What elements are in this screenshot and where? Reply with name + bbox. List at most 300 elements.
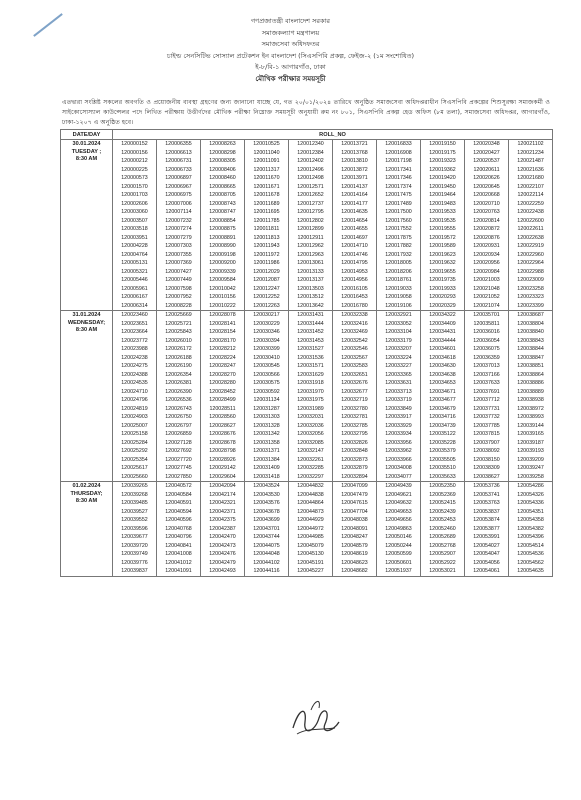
roll-cell: 120026190 bbox=[157, 362, 201, 371]
roll-cell: 120026381 bbox=[157, 379, 201, 388]
table-row bbox=[61, 362, 553, 371]
roll-cell: 120026172 bbox=[157, 345, 201, 354]
roll-cell: 120012087 bbox=[245, 276, 289, 285]
roll-cell: 120043576 bbox=[245, 499, 289, 508]
table-row bbox=[61, 149, 553, 158]
roll-cell: 120032781 bbox=[333, 413, 377, 422]
header-department: সমাজসেবা অধিদফতর bbox=[261, 40, 320, 48]
roll-cell: 120033224 bbox=[377, 354, 421, 363]
roll-cell: 120042493 bbox=[201, 567, 245, 576]
roll-cell: 120024796 bbox=[113, 396, 157, 405]
roll-cell: 120017341 bbox=[377, 166, 421, 175]
roll-cell: 120004228 bbox=[113, 242, 157, 251]
roll-cell: 120033719 bbox=[377, 396, 421, 405]
roll-cell: 120007232 bbox=[157, 217, 201, 226]
roll-cell: 120011671 bbox=[245, 183, 289, 192]
roll-cell: 120012498 bbox=[289, 174, 333, 183]
roll-cell: 120044838 bbox=[289, 491, 333, 500]
roll-cell: 120008705 bbox=[201, 191, 245, 200]
roll-cell: 120028676 bbox=[201, 430, 245, 439]
roll-cell: 120034444 bbox=[421, 337, 465, 346]
roll-cell: 120025284 bbox=[113, 439, 157, 448]
roll-cell: 120035510 bbox=[421, 464, 465, 473]
roll-cell: 120009339 bbox=[201, 268, 245, 277]
roll-cell: 120016833 bbox=[377, 140, 421, 149]
roll-cell: 120035701 bbox=[465, 311, 509, 320]
roll-cell: 120007449 bbox=[157, 276, 201, 285]
roll-cell: 120012252 bbox=[245, 293, 289, 302]
table-row bbox=[61, 174, 553, 183]
date-date: 31.01.2024 bbox=[72, 312, 101, 318]
roll-cell: 120013133 bbox=[289, 268, 333, 277]
table-row bbox=[61, 251, 553, 260]
roll-cell: 120033929 bbox=[377, 422, 421, 431]
roll-cell: 120028511 bbox=[201, 405, 245, 414]
roll-cell: 120043678 bbox=[245, 508, 289, 517]
roll-cell: 120025669 bbox=[157, 311, 201, 320]
roll-cell: 120014655 bbox=[333, 225, 377, 234]
roll-cell: 120021636 bbox=[509, 166, 553, 175]
roll-cell: 120045191 bbox=[289, 559, 333, 568]
roll-cell: 120033052 bbox=[377, 320, 421, 329]
roll-cell: 120019572 bbox=[421, 234, 465, 243]
roll-cell: 120028499 bbox=[201, 396, 245, 405]
roll-cell: 120028798 bbox=[201, 447, 245, 456]
roll-cell: 120023323 bbox=[509, 293, 553, 302]
roll-cell: 120031527 bbox=[289, 345, 333, 354]
roll-cell: 120023988 bbox=[113, 345, 157, 354]
roll-cell: 120033365 bbox=[377, 371, 421, 380]
roll-cell: 120031371 bbox=[245, 447, 289, 456]
table-row bbox=[61, 405, 553, 414]
roll-cell: 120025660 bbox=[113, 473, 157, 482]
roll-cell: 120043699 bbox=[245, 516, 289, 525]
table-row bbox=[61, 320, 553, 329]
roll-cell: 120019175 bbox=[421, 149, 465, 158]
roll-cell: 120011689 bbox=[245, 200, 289, 209]
roll-cell: 120033713 bbox=[377, 388, 421, 397]
roll-cell: 120017346 bbox=[377, 174, 421, 183]
roll-cell: 120006897 bbox=[157, 174, 201, 183]
table-row bbox=[61, 166, 553, 175]
roll-cell: 120020934 bbox=[465, 251, 509, 260]
table-row bbox=[61, 191, 553, 200]
roll-cell: 120038627 bbox=[465, 473, 509, 482]
roll-cell: 120026390 bbox=[157, 388, 201, 397]
roll-cell: 120052369 bbox=[421, 491, 465, 500]
table-row bbox=[61, 396, 553, 405]
roll-cell: 120031431 bbox=[289, 311, 333, 320]
document-header bbox=[0, 16, 581, 85]
roll-cell: 120050146 bbox=[377, 533, 421, 542]
roll-cell: 120011678 bbox=[245, 191, 289, 200]
roll-cell: 120031918 bbox=[289, 379, 333, 388]
roll-cell: 120012899 bbox=[289, 225, 333, 234]
roll-cell: 120028270 bbox=[201, 371, 245, 380]
roll-cell: 120017882 bbox=[377, 242, 421, 251]
table-row bbox=[61, 491, 553, 500]
roll-cell: 120028170 bbox=[201, 337, 245, 346]
roll-cell: 120013721 bbox=[333, 140, 377, 149]
roll-cell: 120031409 bbox=[245, 464, 289, 473]
roll-cell: 120030394 bbox=[245, 337, 289, 346]
roll-cell: 120006731 bbox=[157, 157, 201, 166]
roll-cell: 120012247 bbox=[245, 285, 289, 294]
table-row bbox=[61, 508, 553, 517]
roll-cell: 120020537 bbox=[465, 157, 509, 166]
roll-cell: 120008747 bbox=[201, 208, 245, 217]
roll-cell: 120020814 bbox=[465, 217, 509, 226]
roll-cell: 120039485 bbox=[113, 499, 157, 508]
roll-cell: 120013512 bbox=[289, 293, 333, 302]
roll-cell: 120049439 bbox=[377, 482, 421, 491]
roll-cell: 120049621 bbox=[377, 491, 421, 500]
roll-cell: 120039837 bbox=[113, 567, 157, 576]
roll-cell: 120022438 bbox=[509, 208, 553, 217]
roll-cell: 120011695 bbox=[245, 208, 289, 217]
roll-cell: 120044075 bbox=[245, 542, 289, 551]
roll-cell: 120028078 bbox=[201, 311, 245, 320]
table-row bbox=[61, 439, 553, 448]
roll-cell: 120035379 bbox=[421, 447, 465, 456]
roll-cell: 120019623 bbox=[421, 251, 465, 260]
roll-cell: 120006613 bbox=[157, 149, 201, 158]
roll-cell: 120011986 bbox=[245, 259, 289, 268]
roll-cell: 120035122 bbox=[421, 430, 465, 439]
roll-cell: 120034077 bbox=[377, 473, 421, 482]
roll-cell: 120028141 bbox=[201, 320, 245, 329]
roll-cell: 120000225 bbox=[113, 166, 157, 175]
roll-cell: 120024819 bbox=[113, 405, 157, 414]
roll-cell: 120017500 bbox=[377, 208, 421, 217]
roll-cell: 120003951 bbox=[113, 234, 157, 243]
roll-cell: 120014746 bbox=[333, 251, 377, 260]
roll-cell: 120013971 bbox=[333, 174, 377, 183]
roll-cell: 120044873 bbox=[289, 508, 333, 517]
roll-cell: 120039596 bbox=[113, 525, 157, 534]
roll-cell: 120028678 bbox=[201, 439, 245, 448]
roll-cell: 120048091 bbox=[333, 525, 377, 534]
roll-cell: 120031536 bbox=[289, 354, 333, 363]
date-date: 01.02.2024 bbox=[72, 483, 101, 489]
roll-cell: 120032677 bbox=[333, 388, 377, 397]
roll-cell: 120049632 bbox=[377, 499, 421, 508]
roll-cell: 120024535 bbox=[113, 379, 157, 388]
roll-cell: 120032056 bbox=[289, 430, 333, 439]
roll-cell: 120009198 bbox=[201, 251, 245, 260]
roll-cell: 120013137 bbox=[289, 276, 333, 285]
table-row bbox=[61, 302, 553, 311]
roll-cell: 120028154 bbox=[201, 328, 245, 337]
header-address: ই-৮/বি-১ আগারগাঁও, ঢাকা bbox=[255, 63, 326, 71]
roll-cell: 120039187 bbox=[509, 439, 553, 448]
table-row bbox=[61, 499, 553, 508]
roll-cell: 120012911 bbox=[289, 234, 333, 243]
roll-cell: 120008406 bbox=[201, 166, 245, 175]
roll-cell: 120028247 bbox=[201, 362, 245, 371]
roll-cell: 120054514 bbox=[509, 542, 553, 551]
table-row bbox=[61, 183, 553, 192]
roll-cell: 120050601 bbox=[377, 559, 421, 568]
roll-cell: 120019655 bbox=[421, 268, 465, 277]
roll-cell: 120038847 bbox=[509, 354, 553, 363]
roll-cell: 120038804 bbox=[509, 320, 553, 329]
roll-cell: 120028224 bbox=[201, 354, 245, 363]
roll-cell: 120022988 bbox=[509, 268, 553, 277]
roll-cell: 120044972 bbox=[289, 525, 333, 534]
roll-cell: 120017560 bbox=[377, 217, 421, 226]
date-time: 8:30 AM bbox=[75, 156, 98, 162]
roll-cell: 120031342 bbox=[245, 430, 289, 439]
roll-cell: 120022919 bbox=[509, 242, 553, 251]
roll-cell: 120016453 bbox=[333, 293, 377, 302]
roll-cell: 120048579 bbox=[333, 542, 377, 551]
roll-cell: 120011091 bbox=[245, 157, 289, 166]
roll-cell: 120026354 bbox=[157, 371, 201, 380]
roll-cell: 120000573 bbox=[113, 174, 157, 183]
date-time: 8:30 AM bbox=[75, 498, 98, 504]
roll-cell: 120019420 bbox=[421, 174, 465, 183]
roll-cell: 120039776 bbox=[113, 559, 157, 568]
roll-cell: 120042470 bbox=[201, 533, 245, 542]
roll-cell: 120006167 bbox=[113, 293, 157, 302]
roll-cell: 120042387 bbox=[201, 525, 245, 534]
roll-cell: 120019483 bbox=[421, 200, 465, 209]
roll-cell: 120028560 bbox=[201, 413, 245, 422]
roll-cell: 120027850 bbox=[157, 473, 201, 482]
roll-cell: 120031989 bbox=[289, 405, 333, 414]
roll-cell: 120054536 bbox=[509, 550, 553, 559]
roll-cell: 120052460 bbox=[421, 525, 465, 534]
roll-cell: 120054382 bbox=[509, 525, 553, 534]
roll-cell: 120020668 bbox=[465, 191, 509, 200]
roll-cell: 120052768 bbox=[421, 542, 465, 551]
roll-cell: 120034618 bbox=[421, 354, 465, 363]
roll-cell: 120048247 bbox=[333, 533, 377, 542]
roll-cell: 120023651 bbox=[113, 320, 157, 329]
roll-cell: 120025354 bbox=[113, 456, 157, 465]
roll-cell: 120032469 bbox=[333, 328, 377, 337]
roll-cell: 120032546 bbox=[333, 345, 377, 354]
roll-cell: 120032921 bbox=[377, 311, 421, 320]
roll-cell: 120030545 bbox=[245, 362, 289, 371]
roll-cell: 120011317 bbox=[245, 166, 289, 175]
roll-cell: 120020329 bbox=[421, 302, 465, 311]
roll-cell: 120053837 bbox=[465, 508, 509, 517]
roll-cell: 120044985 bbox=[289, 533, 333, 542]
table-row bbox=[61, 328, 553, 337]
roll-cell: 120039552 bbox=[113, 516, 157, 525]
roll-cell: 120019150 bbox=[421, 140, 465, 149]
roll-cell: 120039677 bbox=[113, 533, 157, 542]
roll-cell: 120007274 bbox=[157, 225, 201, 234]
roll-cell: 120021680 bbox=[509, 174, 553, 183]
roll-cell: 120027692 bbox=[157, 447, 201, 456]
roll-cell: 120020876 bbox=[465, 234, 509, 243]
roll-cell: 120037633 bbox=[465, 379, 509, 388]
roll-cell: 120038851 bbox=[509, 362, 553, 371]
table-row bbox=[61, 200, 553, 209]
roll-cell: 120032036 bbox=[289, 422, 333, 431]
roll-cell: 120022960 bbox=[509, 251, 553, 260]
roll-cell: 120044929 bbox=[289, 516, 333, 525]
roll-cell: 120043530 bbox=[245, 491, 289, 500]
roll-cell: 120028280 bbox=[201, 379, 245, 388]
roll-cell: 120025292 bbox=[113, 447, 157, 456]
roll-cell: 120032338 bbox=[333, 311, 377, 320]
roll-cell: 120044116 bbox=[245, 567, 289, 576]
signature bbox=[285, 688, 345, 748]
roll-cell: 120005961 bbox=[113, 285, 157, 294]
roll-cell: 120031975 bbox=[289, 396, 333, 405]
roll-cell: 120013872 bbox=[333, 166, 377, 175]
roll-cell: 120014795 bbox=[333, 259, 377, 268]
roll-cell: 120014953 bbox=[333, 268, 377, 277]
roll-cell: 120049653 bbox=[377, 508, 421, 517]
roll-cell: 120034008 bbox=[377, 464, 421, 473]
roll-cell: 120037815 bbox=[465, 430, 509, 439]
roll-cell: 120026536 bbox=[157, 396, 201, 405]
roll-cell: 120007279 bbox=[157, 234, 201, 243]
roll-cell: 120007355 bbox=[157, 251, 201, 260]
roll-cell: 120054061 bbox=[465, 567, 509, 576]
document-title: মৌখিক পরীক্ষার সময়সূচী bbox=[255, 74, 326, 83]
roll-cell: 120010156 bbox=[201, 293, 245, 302]
table-row bbox=[61, 268, 553, 277]
roll-cell: 120047704 bbox=[333, 508, 377, 517]
roll-cell: 120039268 bbox=[113, 491, 157, 500]
roll-cell: 120013810 bbox=[333, 157, 377, 166]
roll-cell: 120026750 bbox=[157, 413, 201, 422]
roll-cell: 120042375 bbox=[201, 516, 245, 525]
roll-cell: 120044102 bbox=[245, 559, 289, 568]
table-row bbox=[61, 371, 553, 380]
roll-cell: 120032894 bbox=[333, 473, 377, 482]
roll-cell: 120040584 bbox=[157, 491, 201, 500]
roll-cell: 120029604 bbox=[201, 473, 245, 482]
roll-cell: 120030566 bbox=[245, 371, 289, 380]
roll-cell: 120042476 bbox=[201, 550, 245, 559]
roll-cell: 120022611 bbox=[509, 225, 553, 234]
roll-cell: 120032031 bbox=[289, 413, 333, 422]
roll-cell: 120032785 bbox=[333, 422, 377, 431]
roll-cell: 120036075 bbox=[465, 345, 509, 354]
roll-cell: 120022964 bbox=[509, 259, 553, 268]
roll-cell: 120019106 bbox=[377, 302, 421, 311]
roll-cell: 120033207 bbox=[377, 345, 421, 354]
roll-cell: 120022638 bbox=[509, 234, 553, 243]
date-time: 8:30 AM bbox=[75, 327, 98, 333]
roll-cell: 120012737 bbox=[289, 200, 333, 209]
roll-cell: 120045079 bbox=[289, 542, 333, 551]
table-row bbox=[61, 242, 553, 251]
roll-cell: 120013642 bbox=[289, 302, 333, 311]
roll-cell: 120023664 bbox=[113, 328, 157, 337]
roll-cell: 120033956 bbox=[377, 439, 421, 448]
roll-cell: 120011972 bbox=[245, 251, 289, 260]
roll-cell: 120032542 bbox=[333, 337, 377, 346]
table-row bbox=[61, 225, 553, 234]
roll-cell: 120052453 bbox=[421, 516, 465, 525]
roll-cell: 120038309 bbox=[465, 464, 509, 473]
roll-cell: 120010042 bbox=[201, 285, 245, 294]
roll-cell: 120035505 bbox=[421, 456, 465, 465]
roll-cell: 120032873 bbox=[333, 456, 377, 465]
roll-cell: 120038092 bbox=[465, 447, 509, 456]
roll-cell: 120033104 bbox=[377, 328, 421, 337]
roll-cell: 120004764 bbox=[113, 251, 157, 260]
roll-cell: 120049863 bbox=[377, 525, 421, 534]
roll-cell: 120006314 bbox=[113, 302, 157, 311]
table-row bbox=[61, 345, 553, 354]
roll-cell: 120034638 bbox=[421, 371, 465, 380]
table-row bbox=[61, 550, 553, 559]
roll-cell: 120019323 bbox=[421, 157, 465, 166]
roll-cell: 120054351 bbox=[509, 508, 553, 517]
roll-cell: 120022259 bbox=[509, 200, 553, 209]
roll-cell: 120016908 bbox=[377, 149, 421, 158]
table-row bbox=[61, 533, 553, 542]
roll-cell: 120037731 bbox=[465, 405, 509, 414]
roll-cell: 120038687 bbox=[509, 311, 553, 320]
roll-cell: 120014177 bbox=[333, 200, 377, 209]
roll-cell: 120023460 bbox=[113, 311, 157, 320]
roll-cell: 120048682 bbox=[333, 567, 377, 576]
roll-cell: 120012384 bbox=[289, 149, 333, 158]
roll-cell: 120020427 bbox=[465, 149, 509, 158]
table-row bbox=[61, 473, 553, 482]
roll-cell: 120019632 bbox=[421, 259, 465, 268]
roll-cell: 120033631 bbox=[377, 379, 421, 388]
roll-cell: 120006967 bbox=[157, 183, 201, 192]
roll-cell: 120053736 bbox=[465, 482, 509, 491]
roll-cell: 120025843 bbox=[157, 328, 201, 337]
roll-cell: 120008460 bbox=[201, 174, 245, 183]
roll-cell: 120017552 bbox=[377, 225, 421, 234]
roll-cell: 120031453 bbox=[289, 337, 333, 346]
roll-cell: 120034630 bbox=[421, 362, 465, 371]
roll-cell: 120016105 bbox=[333, 285, 377, 294]
roll-cell: 120022600 bbox=[509, 217, 553, 226]
roll-cell: 120022107 bbox=[509, 183, 553, 192]
roll-cell: 120012340 bbox=[289, 140, 333, 149]
date-day: THURSDAY; bbox=[70, 490, 103, 497]
roll-cell: 120031629 bbox=[289, 371, 333, 380]
roll-cell: 120014635 bbox=[333, 208, 377, 217]
roll-cell: 120008305 bbox=[201, 157, 245, 166]
roll-cell: 120032848 bbox=[333, 447, 377, 456]
roll-cell: 120017198 bbox=[377, 157, 421, 166]
roll-cell: 120039144 bbox=[509, 422, 553, 431]
roll-cell: 120008665 bbox=[201, 183, 245, 192]
roll-cell: 120045227 bbox=[289, 567, 333, 576]
roll-cell: 120020611 bbox=[465, 166, 509, 175]
roll-cell: 120012571 bbox=[289, 183, 333, 192]
roll-cell: 120017489 bbox=[377, 200, 421, 209]
roll-cell: 120033849 bbox=[377, 405, 421, 414]
roll-cell: 120008990 bbox=[201, 242, 245, 251]
roll-cell: 120042479 bbox=[201, 559, 245, 568]
roll-cell: 120026797 bbox=[157, 422, 201, 431]
roll-cell: 120012795 bbox=[289, 208, 333, 217]
roll-cell: 120038840 bbox=[509, 328, 553, 337]
roll-cell: 120035811 bbox=[465, 320, 509, 329]
date-day: TUESDAY ; bbox=[71, 148, 102, 155]
roll-cell: 120053877 bbox=[465, 525, 509, 534]
roll-cell: 120028212 bbox=[201, 345, 245, 354]
roll-cell: 120030399 bbox=[245, 345, 289, 354]
roll-cell: 120042174 bbox=[201, 491, 245, 500]
